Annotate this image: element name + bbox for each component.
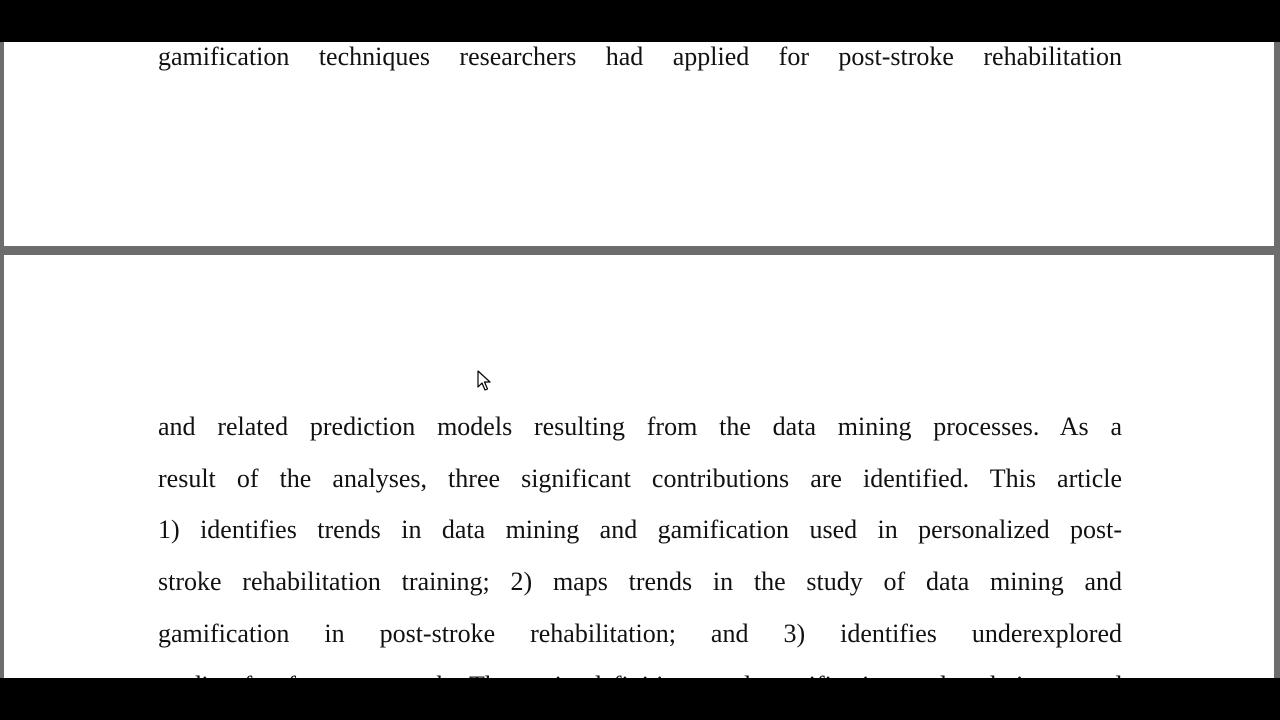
document-viewer[interactable] [0,42,1280,678]
text-line: 1) identifies trends in data mining and gamification used in personalized post- [158,515,1122,544]
document-page [4,42,1274,246]
text-line: gamification in post-stroke rehabilitation; and 3) identifies underexplored [158,619,1122,648]
text-line: gamification techniques researchers had applied for post-stroke rehabilitation [158,42,1122,71]
text-line: stroke rehabilitation training; 2) maps trends in the study of data mining and [158,567,1122,596]
text-line: and related prediction models resulting from the data mining processes. As a [158,412,1122,441]
text-line: result of the analyses, three significant contributions are identified. This article [158,464,1122,493]
letterbox-bar [0,678,1280,720]
mouse-pointer-icon [477,370,491,392]
document-page [4,255,1274,695]
